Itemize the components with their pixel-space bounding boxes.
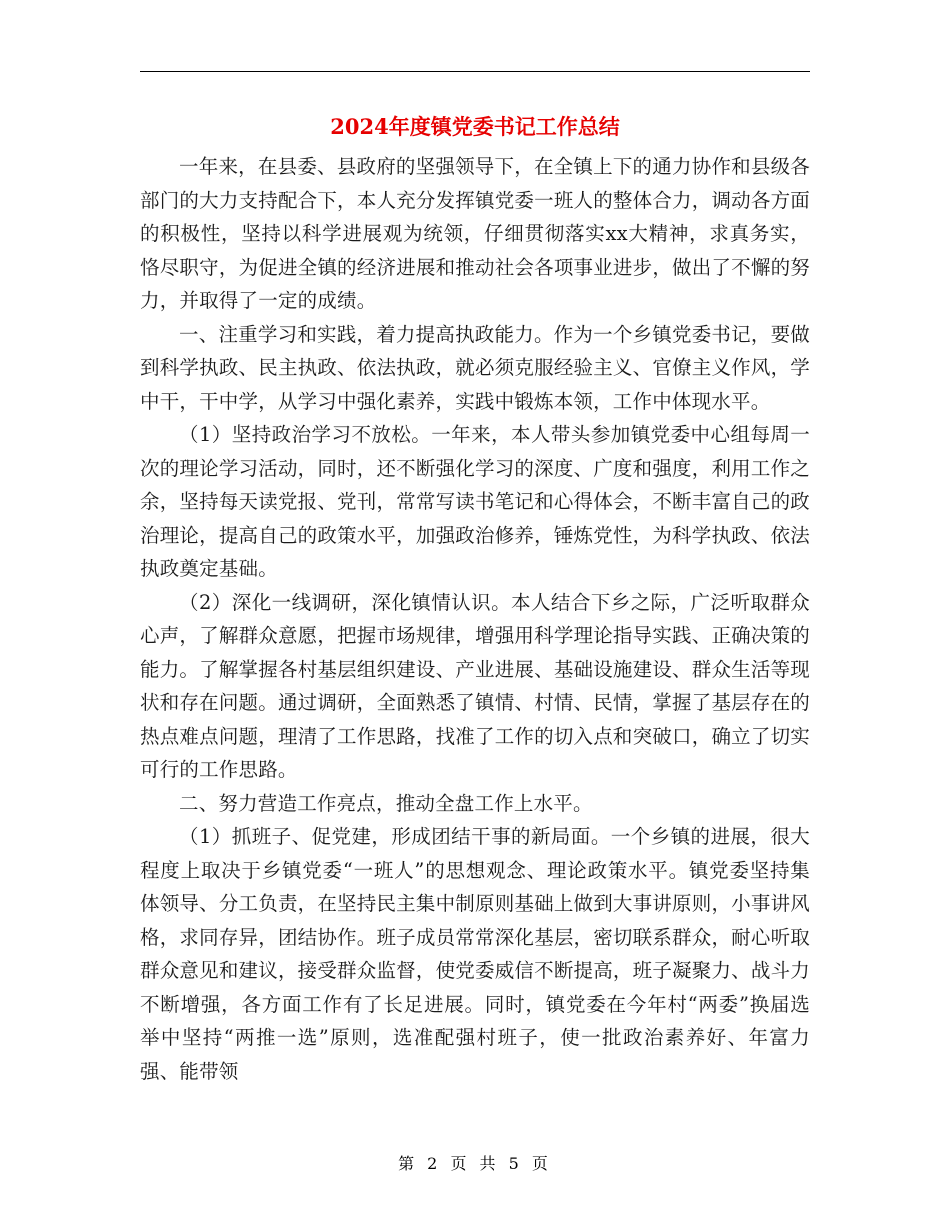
document-title: 2024年度镇党委书记工作总结 bbox=[330, 114, 620, 139]
document-body bbox=[140, 150, 810, 1088]
page-number-footer: 第 2 页 共 5 页 bbox=[398, 1154, 552, 1173]
paragraph-section-2: 二、努力营造工作亮点，推动全盘工作上水平。 bbox=[179, 791, 593, 815]
paragraph-section-2-item-1: （1）抓班子、促党建，形成团结干事的新局面。一个乡镇的进展，很大程度上取决于乡镇党委“一班人”的思想观念、理论政策水平。镇党委坚持集体领导、分工负责，在坚持民主集中制原则基础上做到大事讲原则，小事讲风格，求同存异，团结协作。班子成员常常深化基层，密切联系群众，耐心听取群众意见和建议，接受群众监督，使党委威信不断提高，班子凝聚力、战斗力不断增强，各方面工作有了长足进展。同时，镇党委在今年村“两委”换届选举中坚持“两推一选”原则，选准配强村班子，使一批政治素养好、年富力强、能带领 bbox=[140, 825, 810, 1083]
paragraph-intro: 一年来，在县委、县政府的坚强领导下，在全镇上下的通力协作和县级各部门的大力支持配合下，本人充分发挥镇党委一班人的整体合力，调动各方面的积极性，坚持以科学进展观为统领，仔细贯彻落实xx大精神，求真务实，恪尽职守，为促进全镇的经济进展和推动社会各项事业进步，做出了不懈的努力，并取得了一定的成绩。 bbox=[140, 155, 810, 312]
header-rule bbox=[140, 71, 810, 72]
paragraph-section-1-item-2: （2）深化一线调研，深化镇情认识。本人结合下乡之际，广泛听取群众心声，了解群众意愿，把握市场规律，增强用科学理论指导实践、正确决策的能力。了解掌握各村基层组织建设、产业进展、基础设施建设、群众生活等现状和存在问题。通过调研，全面熟悉了镇情、村情、民情，掌握了基层存在的热点难点问题，理清了工作思路，找准了工作的切入点和突破口，确立了切实可行的工作思路。 bbox=[140, 590, 810, 781]
paragraph-section-1-item-1: （1）坚持政治学习不放松。一年来，本人带头参加镇党委中心组每周一次的理论学习活动，同时，还不断强化学习的深度、广度和强度，利用工作之余，坚持每天读党报、党刊，常常写读书笔记和心得体会，不断丰富自己的政治理论，提高自己的政策水平，加强政治修养，锤炼党性，为科学执政、依法执政奠定基础。 bbox=[140, 423, 810, 580]
paragraph-section-1: 一、注重学习和实践，着力提高执政能力。作为一个乡镇党委书记，要做到科学执政、民主执政、依法执政，就必须克服经验主义、官僚主义作风，学中干，干中学，从学习中强化素养，实践中锻炼本领，工作中体现水平。 bbox=[140, 322, 810, 413]
